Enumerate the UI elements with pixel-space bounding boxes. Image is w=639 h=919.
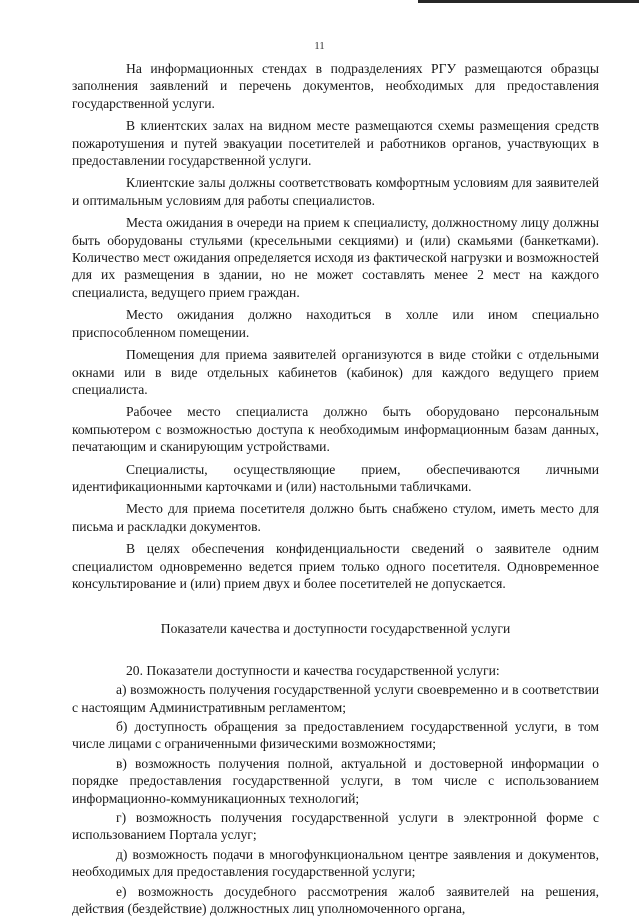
paragraph-waiting-places: Места ожидания в очереди на прием к специалисту, должностному лицу должны быть оборудованы стульями (кресельными секциями) и (или) скамьями (банкетками). Количество мест ожидания определяется исходя из фактической нагрузки и возможностей для их размещения в здании, но не может составлять менее 2 мест на каждого специалиста, ведущего прием граждан. (72, 215, 599, 300)
paragraph-reception-rooms: Помещения для приема заявителей организуются в виде стойки с отдельными окнами или в виде отдельных кабинетов (кабинок) для каждого ведущего прием специалиста. (72, 347, 599, 397)
list-item-v: в) возможность получения полной, актуальной и достоверной информации о порядке предоставления государственной услуги, в том числе с использованием информационно-коммуникационных технологий; (72, 755, 599, 806)
paragraph-workplace: Рабочее место специалиста должно быть оборудовано персональным компьютером с возможностью доступа к необходимым информационным базам данных, печатающим и сканирующим устройствами. (72, 404, 599, 455)
section-title: Показатели качества и доступности государственной услуги (160, 621, 511, 637)
paragraph-stands: На информационных стендах в подразделениях РГУ размещаются образцы заполнения заявлений и перечень документов, необходимых для предоставления государственной услуги. (72, 61, 599, 111)
list-item-d: д) возможность подачи в многофункциональном центре заявления и документов, необходимых для предоставления государственной услуги; (72, 846, 599, 880)
paragraph-id-cards: Специалисты, осуществляющие прием, обеспечиваются личными идентификационными карточками и (или) настольными табличками. (72, 461, 599, 494)
list-item-g: г) возможность получения государственной услуги в электронной форме с использованием Портала услуг; (72, 810, 599, 843)
paragraph-client-halls-comfort: Клиентские залы должны соответствовать комфортным условиям для заявителей и оптимальным условиям для работы специалистов. (72, 175, 599, 208)
paragraph-client-halls-schemes: В клиентских залах на видном месте размещаются схемы размещения средств пожаротушения и путей эвакуации посетителей и работников органов, участвующих в предоставлении государственной услуги. (72, 118, 599, 169)
list-item-e: е) возможность досудебного рассмотрения жалоб заявителей на решения, действия (бездействие) должностных лиц уполномоченного органа, (72, 883, 599, 917)
list-item-b: б) доступность обращения за предоставлением государственной услуги, в том числе лицами с ограниченными физическими возможностями; (72, 719, 599, 752)
page-number: 11 (314, 40, 325, 52)
document-body (72, 60, 599, 919)
paragraph-confidentiality: В целях обеспечения конфиденциальности сведений о заявителе одним специалистом одновременно ведется прием только одного посетителя. Одновременное консультирование и (или) прием двух и более посетителей не допускается. (72, 541, 599, 591)
paragraph-visitor-place: Место для приема посетителя должно быть снабжено стулом, иметь место для письма и раскладки документов. (72, 501, 599, 534)
paragraph-waiting-location: Место ожидания должно находиться в холле или ином специально приспособленном помещении. (72, 307, 599, 340)
list-intro: 20. Показатели доступности и качества государственной услуги: (126, 662, 500, 678)
scan-edge-mark (418, 0, 639, 3)
list-item-a: а) возможность получения государственной услуги своевременно и в соответствии с настоящим Административным регламентом; (72, 682, 599, 715)
